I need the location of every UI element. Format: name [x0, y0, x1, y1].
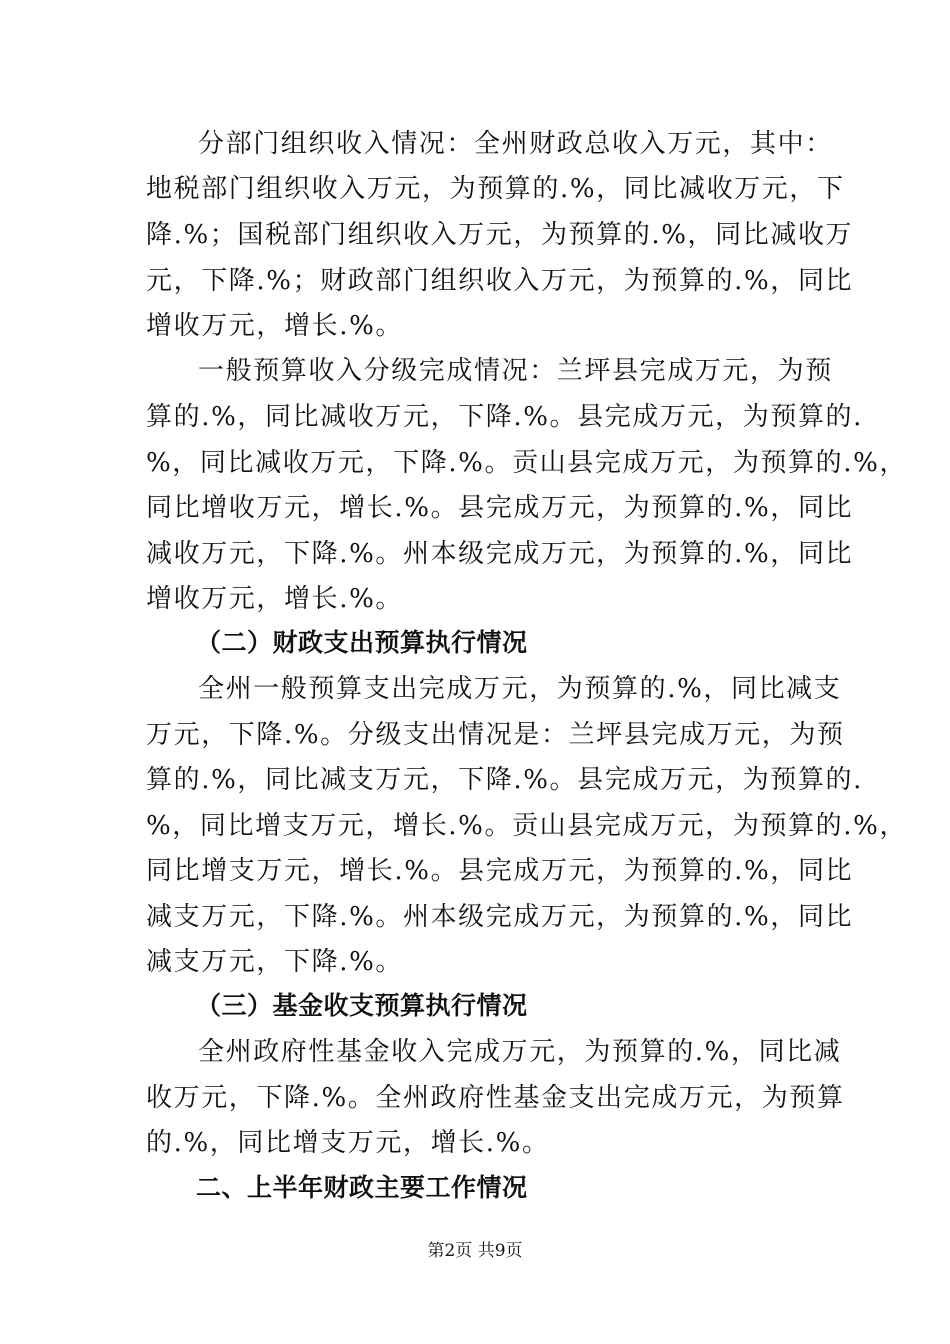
paragraph-line: 收万元，下降.%。全州政府性基金支出完成万元，为预算: [146, 1083, 845, 1113]
section-heading: 二、上半年财政主要工作情况: [196, 1173, 528, 1202]
paragraph-line: 减收万元，下降.%。州本级完成万元，为预算的.%，同比: [146, 539, 854, 569]
paragraph-line: 增收万元，增长.%。: [146, 584, 403, 614]
paragraph-line: 万元，下降.%。分级支出情况是：兰坪县完成万元，为预: [146, 720, 845, 750]
page-number-footer: 第2页 共9页: [427, 1241, 523, 1261]
paragraph-line: 一般预算收入分级完成情况：兰坪县完成万元，为预: [198, 356, 833, 386]
paragraph-line: 算的.%，同比减收万元，下降.%。县完成万元，为预算的.: [146, 402, 864, 432]
paragraph-line: 元，下降.%；财政部门组织收入万元，为预算的.%，同比: [146, 266, 854, 296]
paragraph-line: 全州政府性基金收入完成万元，为预算的.%，同比减: [198, 1037, 842, 1067]
paragraph-line: 分部门组织收入情况：全州财政总收入万元，其中：: [198, 129, 833, 159]
paragraph-line: 同比增支万元，增长.%。县完成万元，为预算的.%，同比: [146, 856, 854, 886]
section-heading: （三）基金收支预算执行情况: [196, 991, 528, 1020]
paragraph-line: 算的.%，同比减支万元，下降.%。县完成万元，为预算的.: [146, 765, 864, 795]
paragraph-line: 降.%；国税部门组织收入万元，为预算的.%，同比减收万: [146, 220, 854, 250]
paragraph-line: %，同比增支万元，增长.%。贡山县完成万元，为预算的.%，: [146, 811, 908, 841]
paragraph-line: 同比增收万元，增长.%。县完成万元，为预算的.%，同比: [146, 493, 854, 523]
paragraph-line: 全州一般预算支出完成万元，为预算的.%，同比减支: [198, 674, 842, 704]
paragraph-line: 地税部门组织收入万元，为预算的.%，同比减收万元，下: [146, 174, 845, 204]
paragraph-line: %，同比减收万元，下降.%。贡山县完成万元，为预算的.%，: [146, 448, 908, 478]
paragraph-line: 减支万元，下降.%。州本级完成万元，为预算的.%，同比: [146, 902, 854, 932]
section-heading: （二）财政支出预算执行情况: [196, 628, 528, 657]
paragraph-line: 减支万元，下降.%。: [146, 947, 403, 977]
paragraph-line: 增收万元，增长.%。: [146, 311, 403, 341]
paragraph-line: 的.%，同比增支万元，增长.%。: [146, 1128, 550, 1158]
